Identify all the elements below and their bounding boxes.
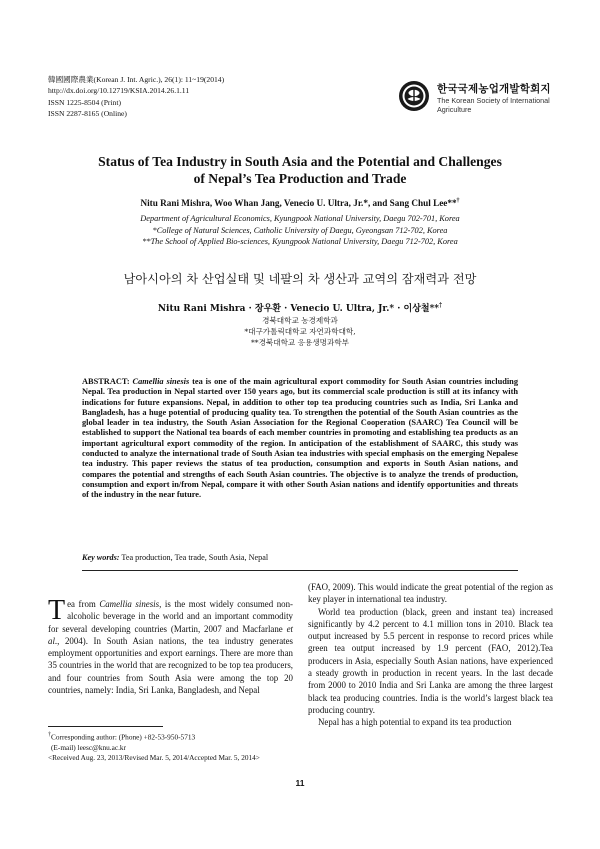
korean-affiliation-line: **경북대학교 응용생명과학부 [250,337,350,347]
body-paragraph: World tea production (black, green and instant tea) increased significantly by 4.2 percent to 4.1 million tons in 2010. Black tea output increased by 5.5 percent in response to record prices while green tea output increased by 1.9 percent (FAO, 2012).Tea producers in Asia, especially South Asian nations, have experienced a steady growth in production in recent years. In the last decade from 2000 to 2010 India and Sri Lanka are among the three largest black tea producing countries. India is the world’s largest black tea producing country. [308,606,553,715]
body-column-right [308,581,553,729]
issn-online: ISSN 2287-8165 (Online) [48,109,127,118]
korean-author-list [40,301,560,314]
title-line-1: Status of Tea Industry in South Asia and the Potential and Challenges [98,154,502,169]
keywords [82,553,518,562]
author-dagger: † [456,198,460,204]
author-list [40,198,560,208]
affiliations [40,213,560,248]
abstract-label: ABSTRACT: [82,377,130,386]
body-column-left [48,595,293,696]
body-text: ., 2004). In South Asian nations, the tea industry generates employment opportunities and export earnings. There are more than 35 countries in the world that are recognized to be top tea producers, and four countries from South Asia were among the top 20 countries, namely: India, Sri Lanka, Bangladesh, and Nepal [48,635,293,696]
korean-author-dagger: † [439,302,443,309]
body-etal: et al [48,623,293,646]
korean-affiliation-line: *대구가톨릭대학교 자연과학대학, [244,326,356,336]
footnote-corresponding: †Corresponding author: (Phone) +82-53-950-5713 [48,732,196,742]
journal-citation: 韓國國際農業(Korean J. Int. Agric.), 26(1): 11~19(2014) [48,75,225,84]
drop-cap: T [48,595,66,626]
abstract [82,377,518,501]
affiliation-line: Department of Agricultural Economics, Kyungpook National University, Daegu 702-701, Korea [140,214,460,223]
korean-title: 남아시아의 차 산업실태 및 네팔의 차 생산과 교역의 잠재력과 전망 [123,272,477,286]
society-name-english: The Korean Society of International Agriculture [437,96,550,114]
abstract-body: tea is one of the main agricultural export commodity for South Asian countries including Nepal. Tea production in Nepal started over 150 years ago, but its commercial scale production is still at its infancy with indications for future expansions. Nepal, in addition to other top tea producing countries such as India, Sri Lanka and Bangladesh, has a huge potential of producing quality tea. To strengthen the potential of the South Asian countries as the global leader in tea industry, the South Asian Association for the Regional Cooperation (SAARC) Tea Council will be established to support the National tea boards of each member countries in promoting and establishing tea products as an important agricultural export commodity of the region. In anticipation of the establishment of SAARC, this study was conducted to analyze the international trade of South Asian tea industries with special emphasis on the emerging Nepalese tea industry. This paper reviews the status of tea production, consumption and exports in South Asian nations, and compares the potential and strengths of each South Asian countries. The objective is to analyze the trends of production, consumption and export in/from Nepal, compare it with other South Asian nations and identify opportunities and threats of the industry in the near future. [82,377,518,500]
keywords-label: Key words: [82,553,120,562]
article-title [60,153,540,187]
keywords-divider [82,570,518,571]
body-text: , is the most widely consumed non-alcoholic beverage in the world and an important commodity for several developing countries (Martin, 2007 and Macfarlane [48,599,293,634]
body-species: Camellia sinesis [99,599,160,609]
footnote-divider [48,726,163,727]
body-text: ea from [67,599,100,609]
affiliation-line: **The School of Applied Bio-sciences, Kyungpook National University, Daegu 712-702, Korea [142,237,458,246]
footnote [48,730,260,763]
keywords-text: Tea production, Tea trade, South Asia, Nepal [119,553,269,562]
society-emblem-icon [398,80,430,112]
title-line-2: of Nepal’s Tea Production and Trade [193,171,407,186]
issn-print: ISSN 1225-8504 (Print) [48,98,121,107]
doi-link[interactable]: http://dx.doi.org/10.12719/KSIA.2014.26.1.11 [48,86,190,95]
korean-author-names: Nitu Rani Mishra · 장우환 · Venecio U. Ultra, Jr.* · 이상철** [157,304,440,314]
footnote-dagger: † [48,732,51,738]
society-name-korean: 한국국제농업개발학회지 [437,83,551,95]
body-paragraph: (FAO, 2009). This would indicate the great potential of the region as key player in international tea industry. [308,582,553,605]
footnote-email: (E-mail) leesc@knu.ac.kr [51,742,126,752]
korean-affiliations [40,316,560,348]
affiliation-line: *College of Natural Sciences, Catholic University of Daegu, Gyeongsan 712-702, Korea [152,225,448,235]
page-number: 11 [295,778,305,788]
author-names: Nitu Rani Mishra, Woo Whan Jang, Venecio U. Ultra, Jr.*, and Sang Chul Lee** [140,198,457,209]
footnote-received: <Received Aug. 23, 2013/Revised Mar. 5, 2014/Accepted Mar. 5, 2014> [48,752,260,762]
korean-affiliation-line: 경북대학교 농경제학과 [262,316,338,325]
body-paragraph: Nepal has a high potential to expand its tea production [318,717,512,728]
abstract-species: Camellia sinesis [132,377,190,386]
